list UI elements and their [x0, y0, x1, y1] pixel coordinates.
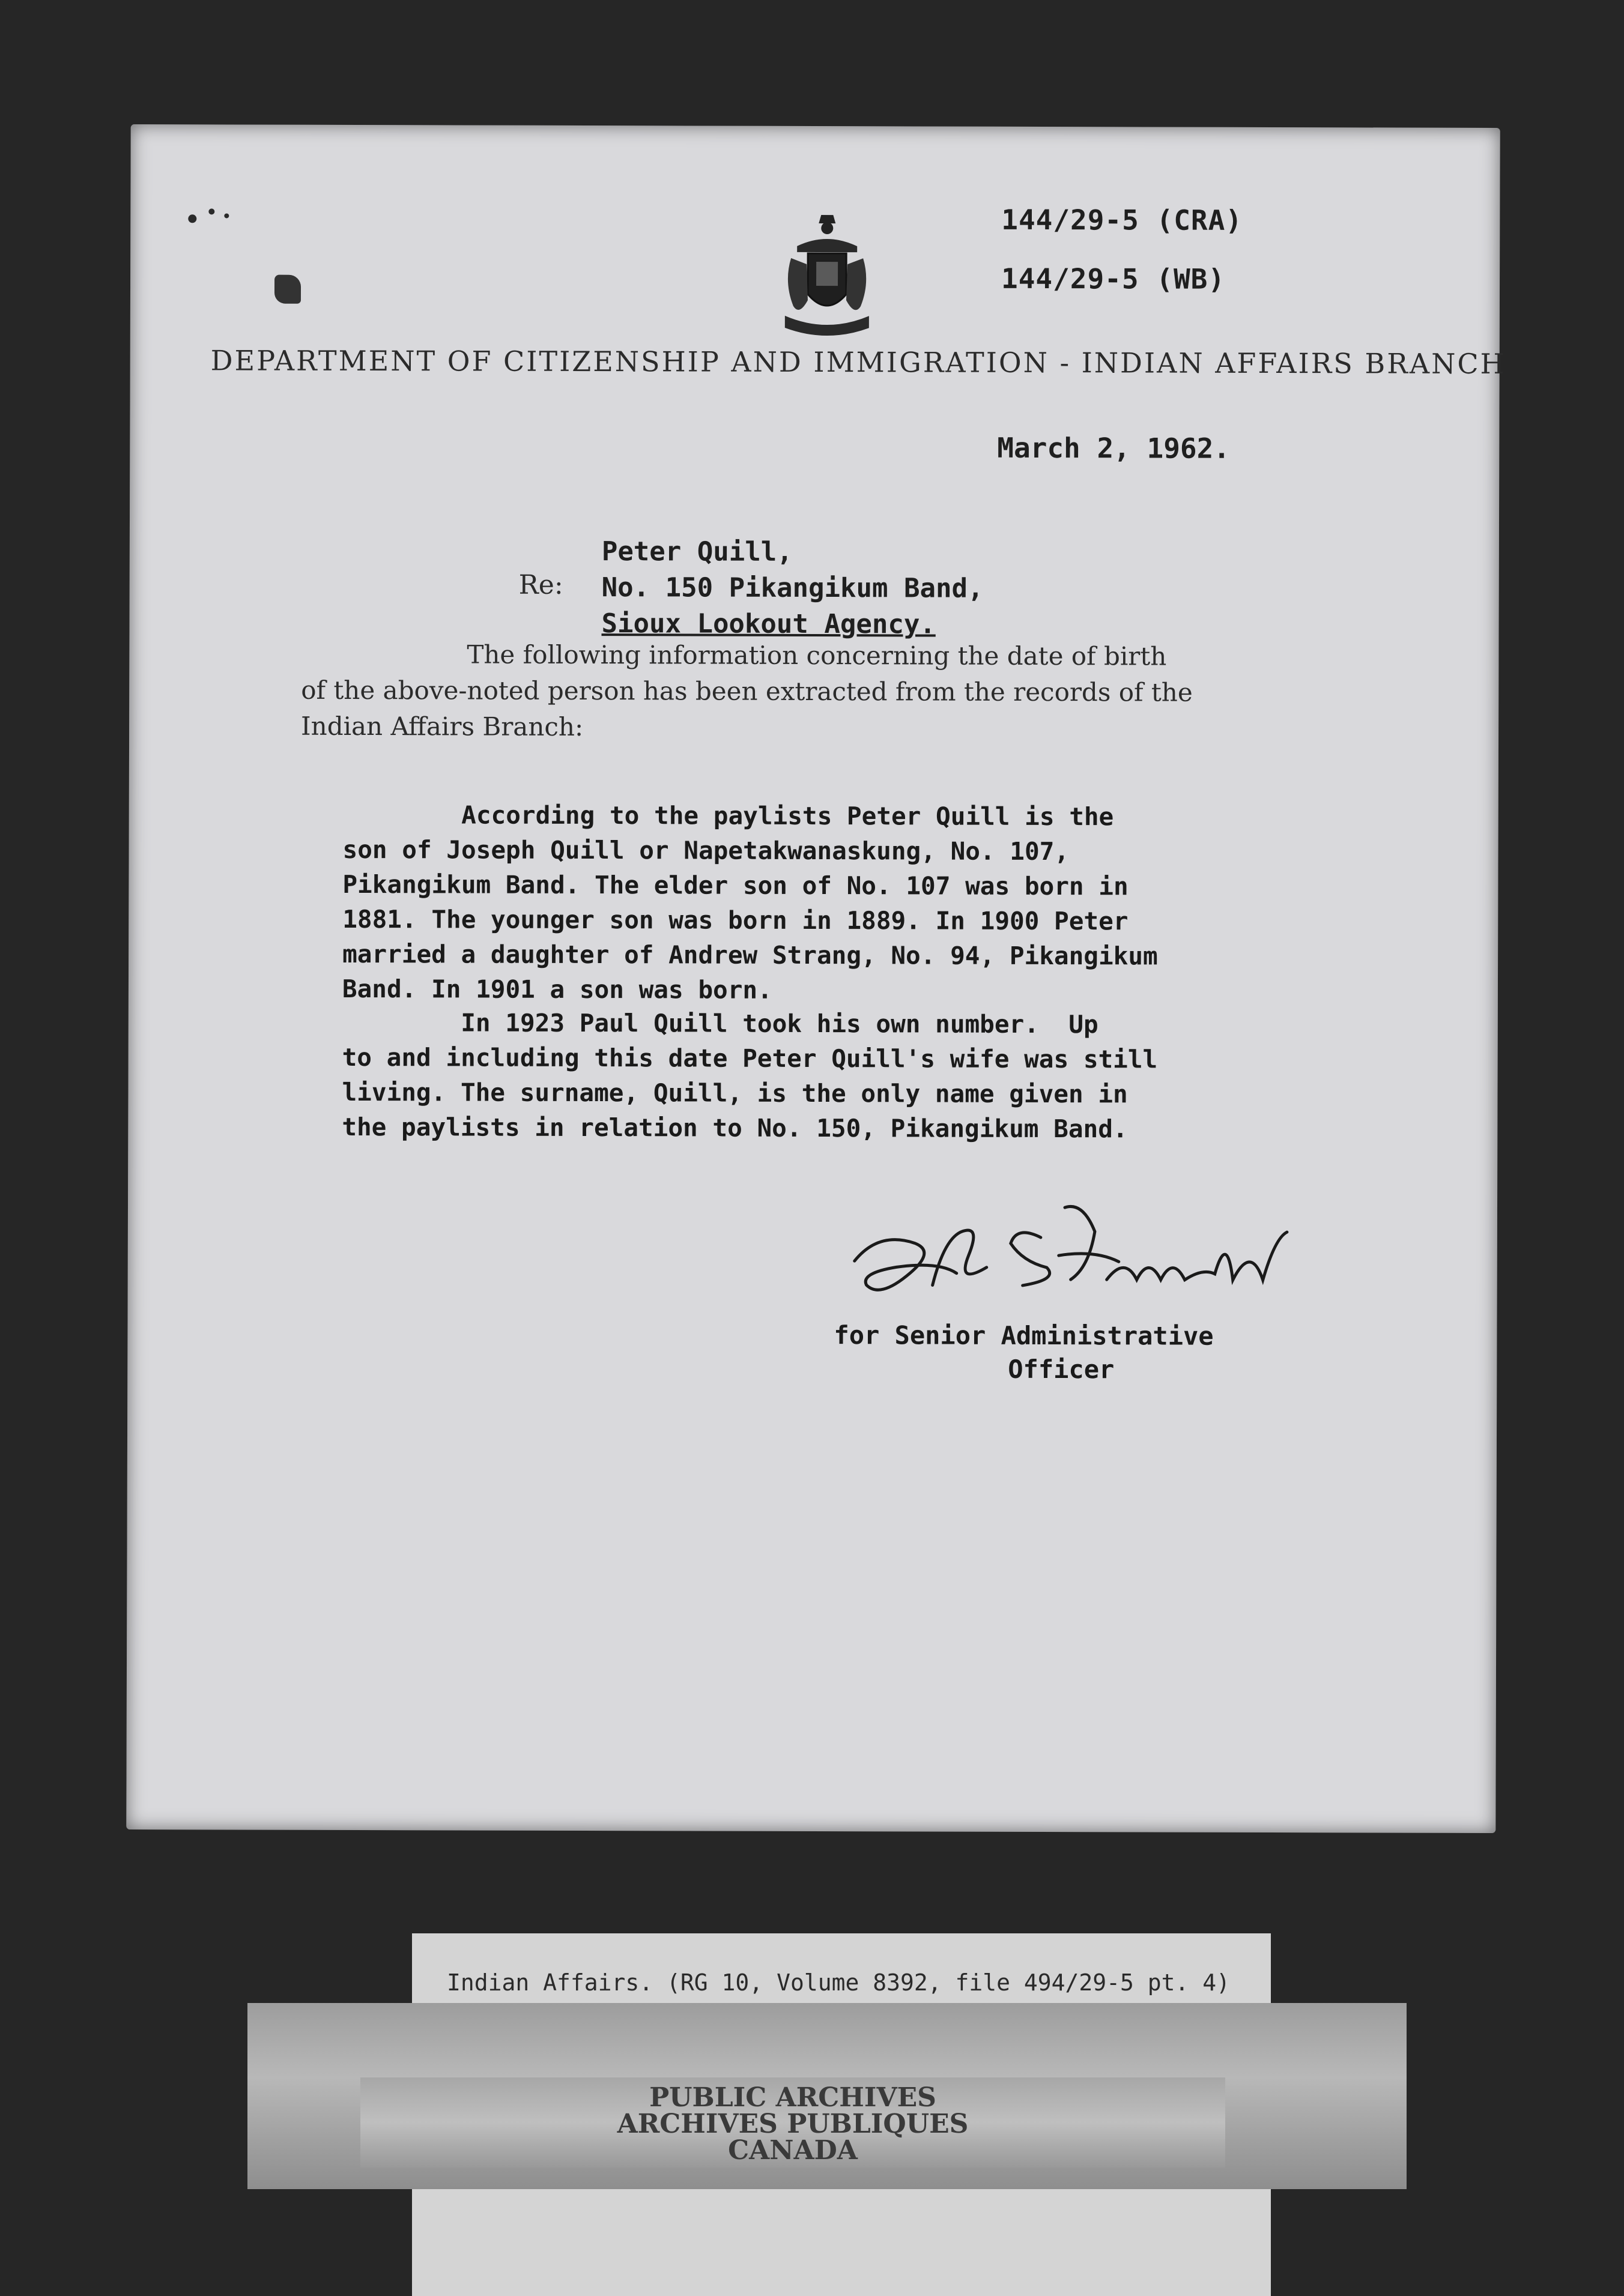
subject-line: Peter Quill,	[601, 536, 793, 567]
letter-date: March 2, 1962.	[997, 431, 1231, 465]
body-line: the paylists in relation to No. 150, Pikangikum Band.	[342, 1112, 1128, 1144]
intro-line: The following information concerning the date of birth	[467, 639, 1167, 671]
body-paragraph-2	[342, 1005, 1483, 1147]
re-label: Re:	[518, 569, 563, 600]
coat-of-arms-icon	[773, 210, 882, 348]
body-line: Pikangikum Band. The elder son of No. 107 was born in	[342, 869, 1129, 901]
body-line: to and including this date Peter Quill's wife was still	[342, 1042, 1158, 1074]
stamp-line: ARCHIVES PUBLIQUES	[617, 2109, 969, 2139]
signoff-line: Officer	[1008, 1354, 1115, 1385]
body-line: Band. In 1901 a son was born.	[342, 974, 772, 1005]
department-heading: DEPARTMENT OF CITIZENSHIP AND IMMIGRATION - INDIAN AFFAIRS BRANCH	[210, 344, 1506, 381]
subject-block	[601, 534, 983, 643]
ink-blot	[274, 275, 301, 304]
file-reference: 144/29-5 (WB)	[1001, 262, 1226, 295]
ink-speck	[188, 214, 196, 223]
signoff-line: for Senior Administrative	[834, 1320, 1214, 1351]
subject-line: No. 150 Pikangikum Band,	[601, 572, 984, 604]
body-line: 1881. The younger son was born in 1889. In 1900 Peter	[342, 904, 1129, 936]
intro-line: Indian Affairs Branch:	[301, 711, 584, 742]
body-line: According to the paylists Peter Quill is the	[342, 800, 1114, 832]
body-line: son of Joseph Quill or Napetakwanaskung, No. 107,	[342, 835, 1070, 866]
ink-speck	[224, 213, 229, 218]
intro-paragraph	[301, 636, 1442, 748]
body-line: married a daughter of Andrew Strang, No. 94, Pikangikum	[342, 939, 1158, 971]
handwritten-signature	[843, 1195, 1324, 1316]
body-paragraph-1	[342, 797, 1484, 1009]
ink-speck	[208, 208, 214, 214]
archive-citation: Indian Affairs. (RG 10, Volume 8392, file 494/29-5 pt. 4)	[447, 1969, 1231, 1996]
archive-stamp	[360, 2077, 1225, 2168]
file-reference: 144/29-5 (CRA)	[1001, 203, 1243, 237]
body-line: In 1923 Paul Quill took his own number. Up	[342, 1008, 1098, 1039]
signature-block	[834, 1319, 1213, 1387]
body-line: living. The surname, Quill, is the only name given in	[342, 1077, 1128, 1109]
stamp-line: PUBLIC ARCHIVES	[649, 2082, 936, 2113]
subject-line: Sioux Lookout Agency.	[601, 608, 936, 640]
letter-page	[126, 124, 1506, 1833]
stamp-line: CANADA	[728, 2135, 858, 2166]
intro-line: of the above-noted person has been extracted from the records of the	[301, 675, 1193, 707]
